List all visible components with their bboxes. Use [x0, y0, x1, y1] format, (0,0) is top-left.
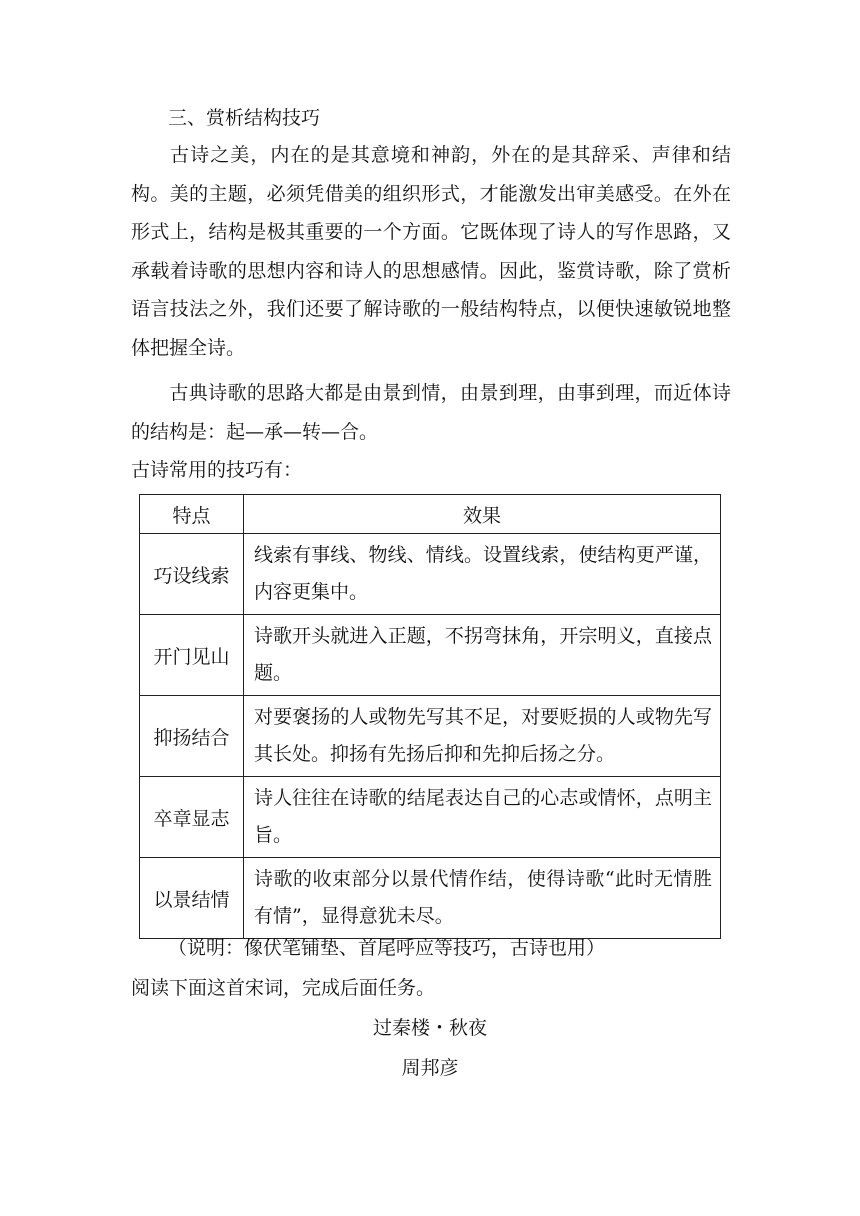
- effect-cell: 诗人往往在诗歌的结尾表达自己的心志或情怀，点明主旨。: [244, 777, 721, 858]
- poem-author: 周邦彦: [401, 1057, 459, 1079]
- table-row: [140, 615, 721, 696]
- section-heading: 三、赏析结构技巧: [168, 107, 321, 129]
- feature-cell: 巧设线索: [140, 534, 244, 615]
- techniques-table: [139, 494, 721, 939]
- effect-cell: 诗歌开头就进入正题，不拐弯抹角，开宗明义，直接点题。: [244, 615, 721, 696]
- paragraph-structure-beauty: [131, 136, 731, 367]
- header-effect: 效果: [244, 495, 721, 534]
- table-header-row: [140, 495, 721, 534]
- table-row: [140, 534, 721, 615]
- paragraph-2-text: 古典诗歌的思路大都是由景到情，由景到理，由事到理，而近体诗的结构是：起—承—转—合。: [131, 382, 731, 443]
- task-instruction: 阅读下面这首宋词，完成后面任务。: [131, 977, 436, 999]
- effect-cell: 诗歌的收束部分以景代情作结，使得诗歌“此时无情胜有情”，显得意犹未尽。: [244, 858, 721, 939]
- paragraph-poem-structure: [131, 374, 731, 451]
- feature-cell: 抑扬结合: [140, 696, 244, 777]
- poem-title: 过秦楼・秋夜: [372, 1017, 487, 1039]
- feature-cell: 开门见山: [140, 615, 244, 696]
- table-row: [140, 777, 721, 858]
- table-row: [140, 858, 721, 939]
- effect-cell: 对要褒扬的人或物先写其不足，对要贬损的人或物先写其长处。抑扬有先扬后抑和先抑后扬之分。: [244, 696, 721, 777]
- header-feature: 特点: [140, 495, 244, 534]
- table-row: [140, 696, 721, 777]
- effect-cell: 线索有事线、物线、情线。设置线索，使结构更严谨，内容更集中。: [244, 534, 721, 615]
- table-intro: 古诗常用的技巧有：: [131, 459, 303, 481]
- feature-cell: 卒章显志: [140, 777, 244, 858]
- paragraph-1-text: 古诗之美，内在的是其意境和神韵，外在的是其辞采、声律和结构。美的主题，必须凭借美的组织形式，才能激发出审美感受。在外在形式上，结构是极其重要的一个方面。它既体现了诗人的写作思路，又承载着诗歌的思想内容和诗人的思想感情。因此，鉴赏诗歌，除了赏析语言技法之外，我们还要了解诗歌的一般结构特点，以便快速敏锐地整体把握全诗。: [131, 144, 731, 359]
- table-note: （说明：像伏笔铺垫、首尾呼应等技巧，古诗也用）: [168, 937, 606, 959]
- feature-cell: 以景结情: [140, 858, 244, 939]
